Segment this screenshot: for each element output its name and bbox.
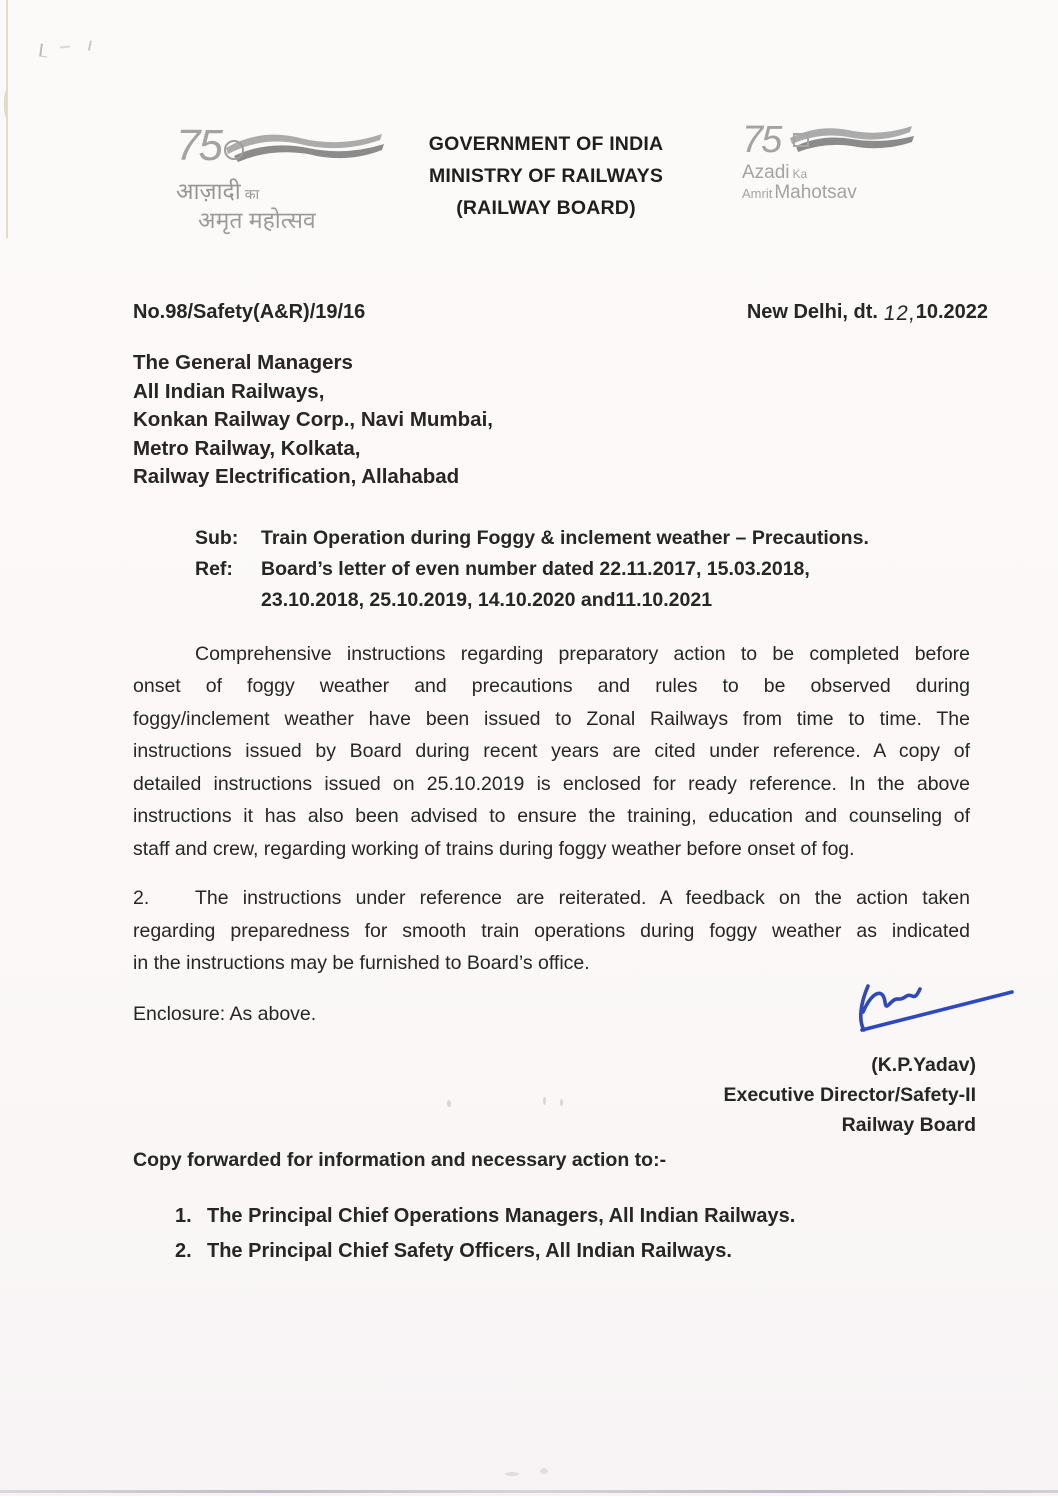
signatory-organisation: Railway Board [841,1113,976,1136]
reference-text-line2: 23.10.2018, 25.10.2019, 14.10.2020 and11.10.2021 [261,588,713,611]
logo-word-ka-hi: का [244,186,260,202]
scan-speck [505,1472,519,1476]
addressee-block [133,349,988,492]
subject-reference-block [195,523,968,616]
paragraph-line: onset of foggy weather and precautions and rules to be observed during [133,675,970,697]
signatory-designation: Executive Director/Safety-II [723,1083,976,1106]
address-line: Konkan Railway Corp., Navi Mumbai, [133,408,493,431]
govt-of-india-line: GOVERNMENT OF INDIA [428,133,664,155]
copy-forwarded-heading: Copy forwarded for information and necessary action to:- [133,1148,667,1171]
paragraph-line: staff and crew, regarding working of trains during foggy weather before onset of fog. [133,837,855,860]
logo-word-azadi: Azadi [742,162,790,183]
paragraph-line: The instructions under reference are reiterated. A feedback on the action taken [195,887,970,909]
paragraph-line: Comprehensive instructions regarding preparatory action to be completed before [195,642,970,665]
ministry-line: MINISTRY OF RAILWAYS [428,165,664,187]
logo-word-amrit: Amrit [742,186,773,201]
flag-swoosh-icon [786,120,916,164]
paragraph-line: instructions issued by Board during recent years are cited under reference. A copy of [133,740,970,762]
signature-block [133,1050,988,1140]
scan-bottom-edge [0,1490,1058,1493]
railway-board-line: (RAILWAY BOARD) [456,197,636,219]
paragraph-2-first-line [133,882,970,915]
address-line: The General Managers [133,351,353,374]
paragraph-2 [133,882,970,980]
reference-label: Ref: [195,557,233,580]
handwritten-date-day: 12, [881,302,918,325]
list-item-number: 2. [175,1239,192,1262]
list-item [175,1234,988,1269]
logo-75-numeral: 75 [176,121,221,170]
reference-label-spacer [195,585,261,616]
address-line: Metro Railway, Kolkata, [133,436,361,460]
subject-text: Train Operation during Foggy & inclement weather – Precautions. [261,526,869,549]
scan-speck [540,1468,548,1474]
list-item-text: The Principal Chief Safety Officers, All Indian Railways. [207,1239,732,1262]
scan-edge-line [6,0,8,238]
paragraph-line: in the instructions may be furnished to Board’s office. [133,952,590,974]
paragraph-line: foggy/inclement weather have been issued to Zonal Railways from time to time. The [133,707,970,730]
logo-text-line2: अमृत महोत्सव [198,207,316,233]
logo-text-line1 [742,164,942,183]
logo-word-mahotsav: Mahotsav [774,182,857,203]
paragraph-line: regarding preparedness for smooth train operations during foggy weather as indicated [133,919,970,942]
list-item-number: 1. [175,1204,192,1227]
list-item [175,1199,988,1234]
copy-forwarded-list [175,1199,988,1269]
place-label: New Delhi, dt. [746,301,878,323]
enclosure-note: Enclosure: As above. [133,1002,317,1025]
file-number: No.98/Safety(A&R)/19/16 [133,301,366,323]
pencil-mark [39,44,49,58]
address-line: All Indian Railways, [133,379,325,403]
pencil-mark [83,39,92,50]
paragraph-line: instructions it has also been advised to ensure the training, education and counseling of [133,805,970,827]
paragraph-1 [133,638,970,866]
list-item-text: The Principal Chief Operations Managers, All Indian Railways. [207,1204,796,1227]
logo-75-numeral: 75 [742,119,781,161]
logo-word-azadi-hi: आज़ादी [176,178,241,204]
logo-text-line2 [742,183,942,204]
logo-word-ka: Ka [792,167,808,181]
reference-text-line1: Board’s letter of even number dated 22.11.2017, 15.03.2018, [261,557,810,580]
scan-edge-curve [4,90,9,118]
date-month-year: 10.2022 [915,301,988,323]
pencil-mark [60,45,70,48]
subject-label: Sub: [195,526,239,549]
place-and-date [747,300,988,324]
azadi-mahotsav-logo-english [742,118,942,204]
reference-date-row [133,300,988,324]
paragraph-number: 2. [133,887,150,909]
signatory-name: (K.P.Yadav) [871,1053,976,1076]
address-line: Railway Electrification, Allahabad [133,465,460,488]
paragraph-line: detailed instructions issued on 25.10.2019 is enclosed for ready reference. In the above [133,772,970,795]
letter-body [133,300,988,1269]
